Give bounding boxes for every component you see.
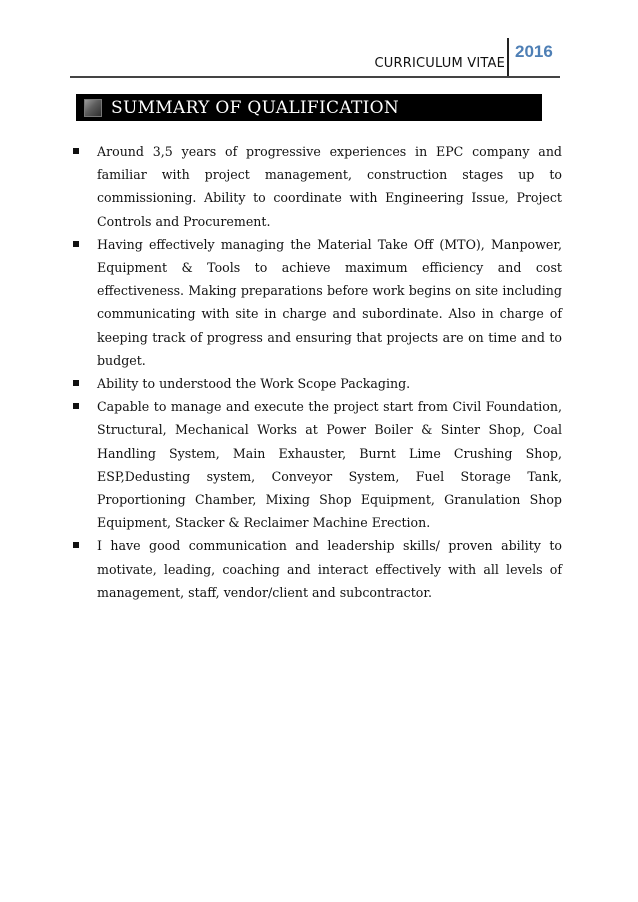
list-item-text: Around 3,5 years of progressive experiences in EPC company and familiar with project management, construction stages up to commissioning. Ability to coordinate with Engineering Issue, Project Controls and Procurement. — [97, 144, 562, 229]
section-heading-bar — [76, 94, 542, 121]
bullet-list — [70, 140, 562, 604]
list-item — [70, 233, 562, 372]
list-item — [70, 372, 562, 395]
header-divider — [507, 38, 509, 76]
list-item-text: Capable to manage and execute the project start from Civil Foundation, Structural, Mechanical Works at Power Boiler & Sinter Shop, Coal Handling System, Main Exhauster, Burnt Lime Crushing Shop, ESP,Dedusting system, Conveyor System, Fuel Storage Tank, Proportioning Chamber, Mixing Shop Equipment, Granulation Shop Equipment, Stacker & Reclaimer Machine Erection. — [97, 399, 562, 531]
page-header — [0, 38, 638, 78]
section-title: SUMMARY OF QUALIFICATION — [111, 97, 400, 118]
bullet-square-icon — [73, 542, 79, 548]
list-item-text: Ability to understood the Work Scope Packaging. — [97, 376, 411, 392]
list-item — [70, 534, 562, 604]
list-item — [70, 395, 562, 534]
header-title: CURRICULUM VITAE — [374, 56, 505, 71]
qualification-summary — [70, 140, 562, 604]
square-icon — [84, 99, 102, 117]
header-rule — [70, 76, 560, 78]
header-year: 2016 — [515, 42, 553, 61]
bullet-square-icon — [73, 241, 79, 247]
bullet-square-icon — [73, 148, 79, 154]
list-item-text: I have good communication and leadership skills/ proven ability to motivate, leading, coaching and interact effectively with all levels of management, staff, vendor/client and subcontractor. — [97, 538, 562, 600]
list-item — [70, 140, 562, 233]
bullet-square-icon — [73, 403, 79, 409]
bullet-square-icon — [73, 380, 79, 386]
list-item-text: Having effectively managing the Material Take Off (MTO), Manpower, Equipment & Tools to achieve maximum efficiency and cost effectiveness. Making preparations before work begins on site including communicating with site in charge and subordinate. Also in charge of keeping track of progress and ensuring that projects are on time and to budget. — [97, 236, 562, 368]
